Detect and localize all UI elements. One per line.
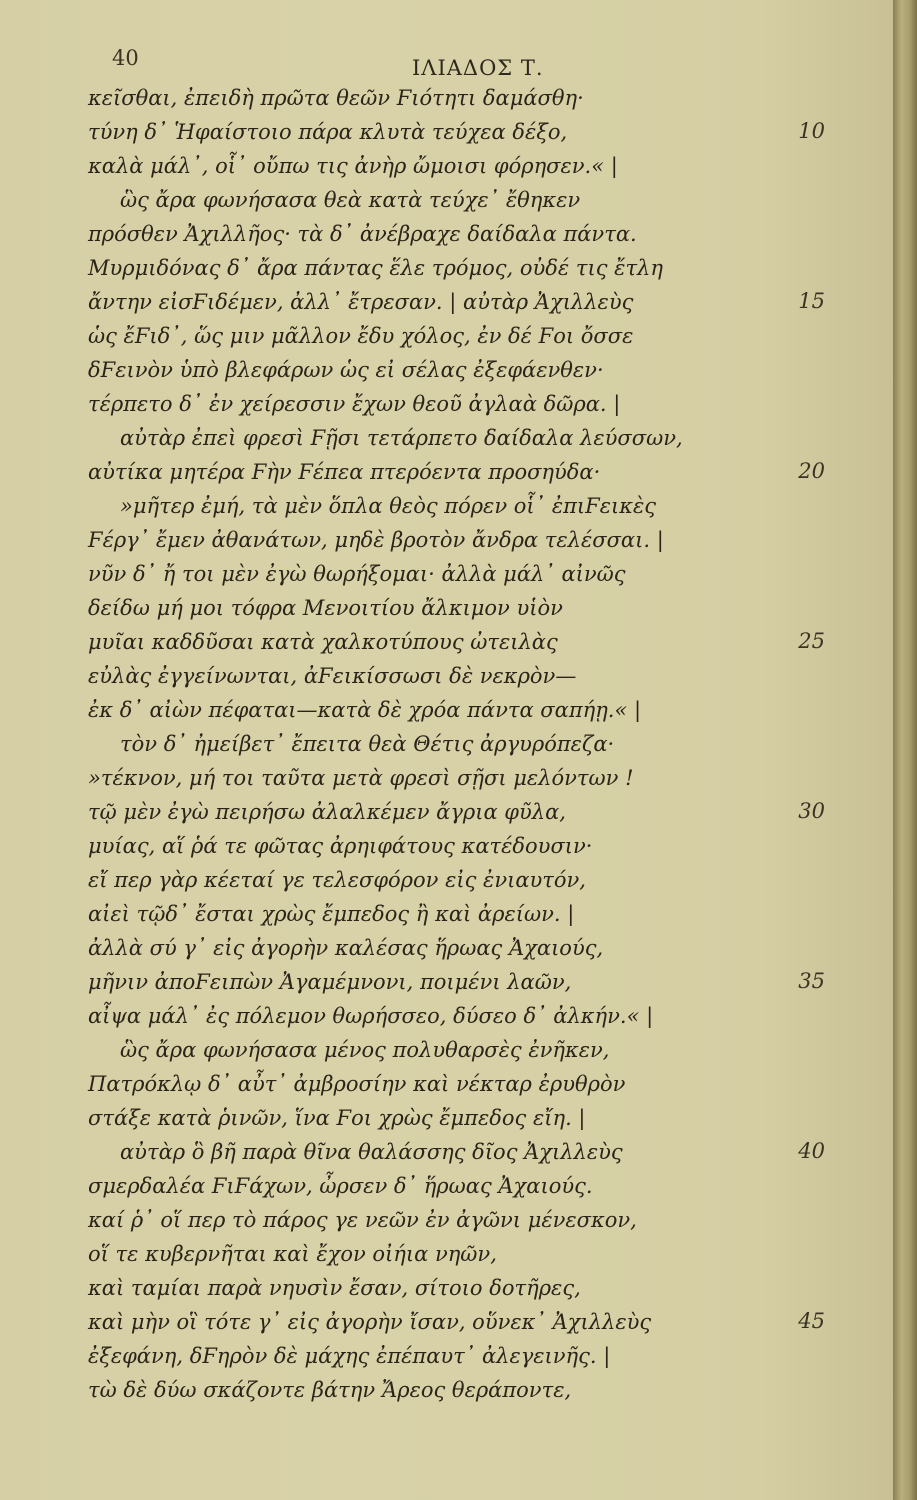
verse-text: τύνη δ᾽ Ἡφαίστοιο πάρα κλυτὰ τεύχεα δέξο, xyxy=(88,120,568,144)
verse-line xyxy=(0,1271,893,1305)
verse-text: καὶ ταμίαι παρὰ νηυσὶν ἔσαν, σίτοιο δοτῆρες, xyxy=(88,1276,581,1300)
verse-line xyxy=(0,1169,893,1203)
verse-text: αἰεὶ τῷδ᾽ ἔσται χρὼς ἔμπεδος ἢ καὶ ἀρείων. | xyxy=(88,902,575,926)
page-number: 40 xyxy=(112,46,139,70)
verse-line xyxy=(0,591,893,625)
verse-line xyxy=(0,1339,893,1373)
verse-line xyxy=(0,1135,893,1169)
verse-line xyxy=(0,795,893,829)
line-number: 15 xyxy=(798,289,825,313)
verse-text: αὐτὰρ ὃ βῆ παρὰ θῖνα θαλάσσης δῖος Ἀχιλλεὺς xyxy=(120,1140,623,1164)
line-number: 40 xyxy=(798,1139,825,1163)
verse-text: μῆνιν ἀποϜειπὼν Ἀγαμέμνονι, ποιμένι λαῶν, xyxy=(88,970,572,994)
verse-text: κεῖσθαι, ἐπειδὴ πρῶτα θεῶν Ϝιότητι δαμάσθη· xyxy=(88,86,584,110)
verse-line xyxy=(0,965,893,999)
verse-text: καί ῥ᾽ οἵ περ τὸ πάρος γε νεῶν ἐν ἀγῶνι μένεσκον, xyxy=(88,1208,637,1232)
verse-line xyxy=(0,353,893,387)
verse-line xyxy=(0,387,893,421)
verse-text: αὐτίκα μητέρα Ϝὴν Ϝέπεα πτερόεντα προσηύδα· xyxy=(88,460,601,484)
verse-text: τὼ δὲ δύω σκάζοντε βάτην Ἄρεος θεράποντε, xyxy=(88,1378,572,1402)
verse-text: ὣς ἄρα φωνήσασα θεὰ κατὰ τεύχε᾽ ἔθηκεν xyxy=(120,188,581,212)
verse-text: δϜεινὸν ὑπὸ βλεφάρων ὡς εἰ σέλας ἐξεφάενθεν· xyxy=(88,358,604,382)
verse-line xyxy=(0,183,893,217)
verse-text: ἀλλὰ σύ γ᾽ εἰς ἀγορὴν καλέσας ἥρωας Ἀχαιούς, xyxy=(88,936,604,960)
verse-line xyxy=(0,149,893,183)
verse-line xyxy=(0,727,893,761)
verse-text: καὶ μὴν οἳ τότε γ᾽ εἰς ἀγορὴν ἴσαν, οὕνεκ᾽ Ἀχιλλεὺς xyxy=(88,1310,652,1334)
verse-text: στάξε κατὰ ῥινῶν, ἵνα Ϝοι χρὼς ἔμπεδος εἴη. | xyxy=(88,1106,586,1130)
verse-text: ἐξεφάνη, δϜηρὸν δὲ μάχης ἐπέπαυτ᾽ ἀλεγεινῆς. | xyxy=(88,1344,611,1368)
verse-text: ἄντην εἰσϜιδέμεν, ἀλλ᾽ ἔτρεσαν. | αὐτὰρ Ἀχιλλεὺς xyxy=(88,290,634,314)
verse-line xyxy=(0,455,893,489)
verse-line xyxy=(0,931,893,965)
verse-text: αἶψα μάλ᾽ ἐς πόλεμον θωρήσσεο, δύσεο δ᾽ ἀλκήν.« | xyxy=(88,1004,654,1028)
verse-line xyxy=(0,251,893,285)
verse-text: μυῖαι καδδῦσαι κατὰ χαλκοτύπους ὠτειλὰς xyxy=(88,630,558,654)
verse-text: τέρπετο δ᾽ ἐν χείρεσσιν ἔχων θεοῦ ἀγλαὰ δῶρα. | xyxy=(88,392,621,416)
line-number: 20 xyxy=(798,459,825,483)
verse-line xyxy=(0,217,893,251)
verse-text: εὐλὰς ἐγγείνωνται, ἀϜεικίσσωσι δὲ νεκρὸν— xyxy=(88,664,577,688)
verse-line xyxy=(0,1203,893,1237)
verse-text: Ϝέργ᾽ ἔμεν ἀθανάτων, μηδὲ βροτὸν ἄνδρα τελέσσαι. | xyxy=(88,528,664,552)
verse-text: ὣς ἄρα φωνήσασα μένος πολυθαρσὲς ἐνῆκεν, xyxy=(120,1038,610,1062)
next-page-edge xyxy=(893,0,917,1500)
verse-line xyxy=(0,863,893,897)
verse-line xyxy=(0,1373,893,1407)
verse-text: οἵ τε κυβερνῆται καὶ ἔχον οἰήια νηῶν, xyxy=(88,1242,497,1266)
verse-line xyxy=(0,1305,893,1339)
verse-line xyxy=(0,1033,893,1067)
line-number: 10 xyxy=(798,119,825,143)
verse-line xyxy=(0,693,893,727)
verse-text: τὸν δ᾽ ἠμείβετ᾽ ἔπειτα θεὰ Θέτις ἀργυρόπεζα· xyxy=(120,732,615,756)
verse-line xyxy=(0,625,893,659)
verse-line xyxy=(0,421,893,455)
verse-text: »μῆτερ ἐμή, τὰ μὲν ὅπλα θεὸς πόρεν οἷ᾽ ἐπιϜεικὲς xyxy=(120,494,657,518)
verse-text: πρόσθεν Ἀχιλλῆος· τὰ δ᾽ ἀνέβραχε δαίδαλα πάντα. xyxy=(88,222,637,246)
verse-line xyxy=(0,81,893,115)
verse-block xyxy=(0,81,893,1407)
verse-text: Πατρόκλῳ δ᾽ αὖτ᾽ ἀμβροσίην καὶ νέκταρ ἐρυθρὸν xyxy=(88,1072,626,1096)
verse-line xyxy=(0,761,893,795)
verse-line xyxy=(0,1067,893,1101)
line-number: 45 xyxy=(798,1309,825,1333)
verse-text: δείδω μή μοι τόφρα Μενοιτίου ἄλκιμον υἱὸν xyxy=(88,596,563,620)
verse-text: νῦν δ᾽ ἤ τοι μὲν ἐγὼ θωρήξομαι· ἀλλὰ μάλ᾽ αἰνῶς xyxy=(88,562,626,586)
line-number: 25 xyxy=(798,629,825,653)
verse-text: »τέκνον, μή τοι ταῦτα μετὰ φρεσὶ σῇσι μελόντων ! xyxy=(88,766,634,790)
verse-line xyxy=(0,319,893,353)
line-number: 35 xyxy=(798,969,825,993)
running-head: ΙΛΙΑΔΟΣ Τ. xyxy=(412,56,544,80)
verse-line xyxy=(0,659,893,693)
verse-line xyxy=(0,999,893,1033)
line-number: 30 xyxy=(798,799,825,823)
verse-text: αὐτὰρ ἐπεὶ φρεσὶ Ϝῇσι τετάρπετο δαίδαλα λεύσσων, xyxy=(120,426,683,450)
verse-line xyxy=(0,557,893,591)
verse-line xyxy=(0,115,893,149)
verse-text: εἴ περ γὰρ κέεταί γε τελεσφόρον εἰς ἐνιαυτόν, xyxy=(88,868,586,892)
verse-text: τῷ μὲν ἐγὼ πειρήσω ἀλαλκέμεν ἄγρια φῦλα, xyxy=(88,800,566,824)
verse-text: ὡς ἔϜιδ᾽, ὥς μιν μᾶλλον ἔδυ χόλος, ἐν δέ Ϝοι ὄσσε xyxy=(88,324,634,348)
verse-line xyxy=(0,523,893,557)
verse-line xyxy=(0,829,893,863)
verse-text: μυίας, αἵ ῥά τε φῶτας ἀρηιφάτους κατέδουσιν· xyxy=(88,834,593,858)
verse-text: ἐκ δ᾽ αἰὼν πέφαται—κατὰ δὲ χρόα πάντα σαπήῃ.« | xyxy=(88,698,642,722)
verse-text: σμερδαλέα ϜιϜάχων, ὦρσεν δ᾽ ἥρωας Ἀχαιούς. xyxy=(88,1174,593,1198)
verse-line xyxy=(0,1237,893,1271)
verse-text: καλὰ μάλ᾽, οἷ᾽ οὔπω τις ἀνὴρ ὤμοισι φόρησεν.« | xyxy=(88,154,618,178)
verse-text: Μυρμιδόνας δ᾽ ἄρα πάντας ἕλε τρόμος, οὐδέ τις ἔτλη xyxy=(88,256,663,280)
verse-line xyxy=(0,285,893,319)
verse-line xyxy=(0,489,893,523)
verse-line xyxy=(0,897,893,931)
verse-line xyxy=(0,1101,893,1135)
